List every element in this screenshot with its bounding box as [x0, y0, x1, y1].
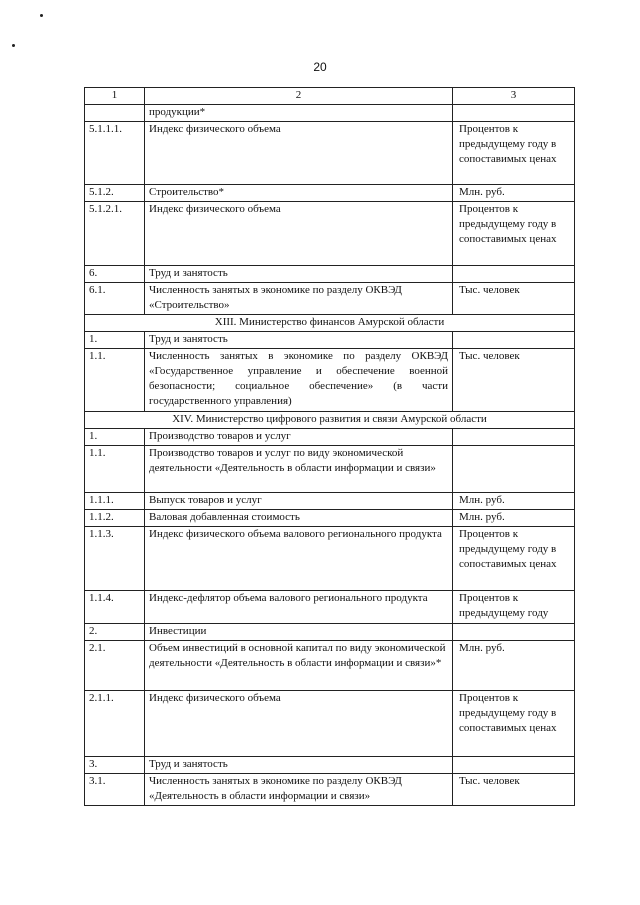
row-number-cell: 6.	[85, 266, 145, 283]
row-number-cell: 2.1.	[85, 641, 145, 691]
row-unit-cell: Процентов к предыдущему году	[453, 591, 575, 624]
row-unit-cell: Млн. руб.	[453, 493, 575, 510]
row-name-cell: Труд и занятость	[145, 266, 453, 283]
row-number-cell: 1.1.3.	[85, 527, 145, 591]
row-unit-cell: Процентов к предыдущему году в сопоставимых ценах	[453, 202, 575, 266]
row-unit-cell: Млн. руб.	[453, 510, 575, 527]
row-number-cell: 1.	[85, 429, 145, 446]
table-row	[85, 332, 575, 349]
table-row	[85, 185, 575, 202]
section-title: XIV. Министерство цифрового развития и связи Амурской области	[85, 412, 575, 429]
row-number-cell: 2.	[85, 624, 145, 641]
row-name-cell: Индекс-дефлятор объема валового регионального продукта	[145, 591, 453, 624]
row-unit-cell	[453, 429, 575, 446]
table-row	[85, 105, 575, 122]
row-unit-cell: Млн. руб.	[453, 641, 575, 691]
table-row	[85, 349, 575, 412]
indicators-table	[84, 87, 575, 806]
row-unit-cell	[453, 624, 575, 641]
section-row	[85, 315, 575, 332]
row-number-cell: 3.	[85, 757, 145, 774]
row-number-cell: 5.1.2.1.	[85, 202, 145, 266]
row-name-cell: Инвестиции	[145, 624, 453, 641]
row-number-cell: 5.1.1.1.	[85, 122, 145, 185]
row-name-cell: продукции*	[145, 105, 453, 122]
page-number: 20	[313, 60, 327, 74]
table-header-row	[85, 88, 575, 105]
table-row	[85, 202, 575, 266]
section-title: XIII. Министерство финансов Амурской области	[85, 315, 575, 332]
row-number-cell: 1.1.	[85, 349, 145, 412]
header-cell-2: 2	[145, 88, 453, 105]
scan-speck	[12, 44, 15, 47]
row-name-cell: Труд и занятость	[145, 332, 453, 349]
row-number-cell: 3.1.	[85, 774, 145, 806]
row-unit-cell: Тыс. человек	[453, 283, 575, 315]
table-row	[85, 527, 575, 591]
row-unit-cell	[453, 105, 575, 122]
row-unit-cell: Млн. руб.	[453, 185, 575, 202]
row-number-cell: 1.1.1.	[85, 493, 145, 510]
table-row	[85, 446, 575, 493]
row-unit-cell	[453, 332, 575, 349]
table-row	[85, 624, 575, 641]
row-name-cell: Численность занятых в экономике по разделу ОКВЭД «Деятельность в области информации и связи»	[145, 774, 453, 806]
row-unit-cell: Тыс. человек	[453, 349, 575, 412]
row-name-cell: Производство товаров и услуг по виду экономической деятельности «Деятельность в области информации и связи»	[145, 446, 453, 493]
row-name-cell: Труд и занятость	[145, 757, 453, 774]
row-unit-cell: Процентов к предыдущему году в сопоставимых ценах	[453, 122, 575, 185]
row-name-cell: Индекс физического объема валового регионального продукта	[145, 527, 453, 591]
row-name-cell: Объем инвестиций в основной капитал по виду экономической деятельности «Деятельность в области информации и связи»*	[145, 641, 453, 691]
row-unit-cell: Тыс. человек	[453, 774, 575, 806]
row-number-cell: 1.1.2.	[85, 510, 145, 527]
row-name-cell: Численность занятых в экономике по разделу ОКВЭД «Строительство»	[145, 283, 453, 315]
row-unit-cell: Процентов к предыдущему году в сопоставимых ценах	[453, 691, 575, 757]
table-row	[85, 266, 575, 283]
table-row	[85, 641, 575, 691]
table-row	[85, 283, 575, 315]
table-row	[85, 493, 575, 510]
scan-speck	[40, 14, 43, 17]
row-name-cell: Индекс физического объема	[145, 691, 453, 757]
row-number-cell: 1.1.4.	[85, 591, 145, 624]
row-number-cell: 1.1.	[85, 446, 145, 493]
table-row	[85, 122, 575, 185]
header-cell-3: 3	[453, 88, 575, 105]
table-row	[85, 591, 575, 624]
table-row	[85, 691, 575, 757]
row-name-cell: Выпуск товаров и услуг	[145, 493, 453, 510]
row-unit-cell	[453, 266, 575, 283]
row-name-cell: Строительство*	[145, 185, 453, 202]
row-name-cell: Производство товаров и услуг	[145, 429, 453, 446]
row-name-cell: Индекс физического объема	[145, 202, 453, 266]
table-row	[85, 510, 575, 527]
row-unit-cell: Процентов к предыдущему году в сопоставимых ценах	[453, 527, 575, 591]
row-number-cell: 6.1.	[85, 283, 145, 315]
row-number-cell: 5.1.2.	[85, 185, 145, 202]
table-row	[85, 429, 575, 446]
row-name-cell: Индекс физического объема	[145, 122, 453, 185]
row-unit-cell	[453, 446, 575, 493]
row-name-cell: Валовая добавленная стоимость	[145, 510, 453, 527]
row-number-cell: 1.	[85, 332, 145, 349]
table-row	[85, 757, 575, 774]
section-row	[85, 412, 575, 429]
row-number-cell	[85, 105, 145, 122]
row-name-cell: Численность занятых в экономике по разделу ОКВЭД «Государственное управление и обеспечение военной безопасности; социальное обеспечение» (в части государственного управления)	[145, 349, 453, 412]
row-unit-cell	[453, 757, 575, 774]
header-cell-1: 1	[85, 88, 145, 105]
row-number-cell: 2.1.1.	[85, 691, 145, 757]
table-row	[85, 774, 575, 806]
